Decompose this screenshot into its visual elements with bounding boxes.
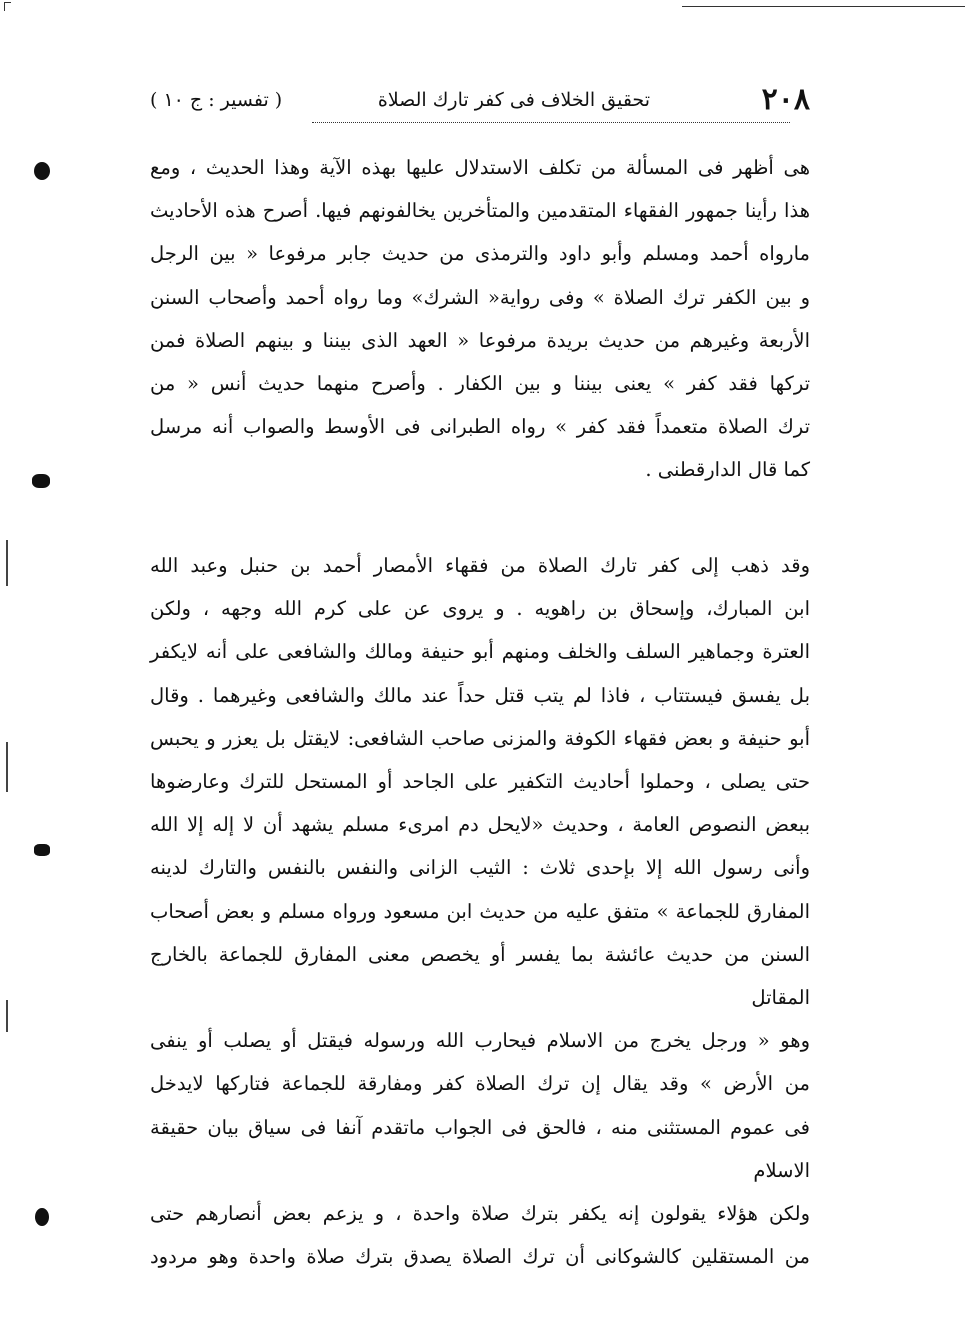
text-line: هى أظهر فى المسألة من تكلف الاستدلال عليها بهذه الآية وهذا الحديث ، ومع [150, 156, 810, 179]
text-line: أبو حنيفة و بعض فقهاء الكوفة والمزنى صاحب الشافعى: لايقتل بل يعزر و يحبس [150, 726, 810, 750]
section-reference: ( تفسير : ج ١٠ ) [150, 89, 283, 111]
paragraph-2 [150, 544, 810, 1278]
punch-hole-mark [34, 844, 50, 856]
text-line: بل يفسق فيستتاب ، فاذا لم يتب قتل حداً عند مالك والشافعى وغيرهما . وقال [150, 683, 810, 707]
text-line: حتى يصلى ، وحملوا أحاديث التكفير على الجاحد أو المستحل للترك وعارضوها [150, 770, 810, 794]
punch-hole-mark [32, 474, 50, 488]
text-line: ابن المبارك، وإسحاق بن راهويه . و يروى عن على كرم الله وجهه ، ولكن [150, 597, 810, 621]
text-line: من الأرض » وقد يقال إن ترك الصلاة كفر ومفارقة للجماعة فتاركها لايدخل [150, 1072, 810, 1096]
text-line: المفارق للجماعة » متفق عليه من حديث ابن مسعود ورواه مسلم و بعض أصحاب [150, 899, 810, 923]
text-line: فى عموم المستثنى منه ، فالحق فى الجواب ماتقدم آنفا فى سياق بيان حقيقة الاسلام [150, 1115, 810, 1182]
page-number: ٢٠٨ [761, 82, 810, 117]
text-line: من المستقلين كالشوكانى أن ترك الصلاة يصدق بترك صلاة واحدة وهو مردود [150, 1245, 810, 1269]
page-header [150, 80, 810, 120]
corner-mark [4, 2, 11, 11]
text-line: ترك الصلاة متعمداً فقد كفر » رواه الطبرانى فى الأوسط والصواب أنه مرسل [150, 415, 810, 439]
paragraph-1 [150, 146, 810, 492]
text-line: و بين الكفر ترك الصلاة » وفى رواية« الشرك» وما رواه أحمد وأصحاب السنن [150, 285, 810, 309]
margin-bar [6, 1000, 8, 1032]
text-line: هذا رأينا جمهور الفقهاء المتقدمين والمتأخرين يخالفونهم فيها. أصرح هذه الأحاديث [150, 199, 810, 223]
punch-hole-mark [34, 162, 50, 180]
text-line: السنن من حديث عائشة بما يفسر أو يخصص معنى المفارق للجماعة بالخارج المقاتل [150, 942, 810, 1010]
punch-hole-mark [35, 1208, 49, 1226]
text-line: مارواه أحمد ومسلم وأبو داود والترمذى من حديث جابر مرفوعا « بين الرجل [150, 242, 810, 266]
margin-bar [6, 540, 8, 586]
text-line: وهو « ورجل يخرج من الاسلام فيحارب الله ورسوله فيقتل أو يصلب أو ينفى [150, 1029, 810, 1053]
text-line: كما قال الدارقطنى . [645, 458, 810, 482]
text-line: ببعض النصوص العامة ، وحديث «لايحل دم امرىء مسلم يشهد أن لا إله إلا الله [150, 813, 810, 837]
text-line: الأربعة وغيرهم من حديث بريدة مرفوعا « العهد الذى بيننا و بينهم الصلاة فمن [150, 328, 810, 352]
text-line: تركها فقد كفر » يعنى بيننا و بين الكفار . وأصرح منهما حديث أنس « من [150, 372, 810, 396]
text-line: العترة وجماهير السلف والخلف ومنهم أبو حنيفة ومالك والشافعى على أنه لايكفر [150, 640, 810, 664]
text-line: ولكن هؤلاء يقولون إنه يكفر بترك صلاة واحدة ، و يزعم بعض أنصارهم حتى [150, 1202, 810, 1226]
text-line: وأنى رسول الله إلا بإحدى ثلاث : الثيب الزانى والنفس بالنفس والتارك لدينه [150, 856, 810, 880]
running-title: تحقيق الخلاف فى كفر تارك الصلاة [377, 89, 650, 111]
text-line: وقد ذهب إلى كفر تارك الصلاة من فقهاء الأمصار أحمد بن حنبل وعبد الله [150, 554, 810, 577]
header-rule [312, 122, 790, 123]
top-edge-rule [682, 6, 965, 7]
margin-bar [6, 742, 8, 792]
